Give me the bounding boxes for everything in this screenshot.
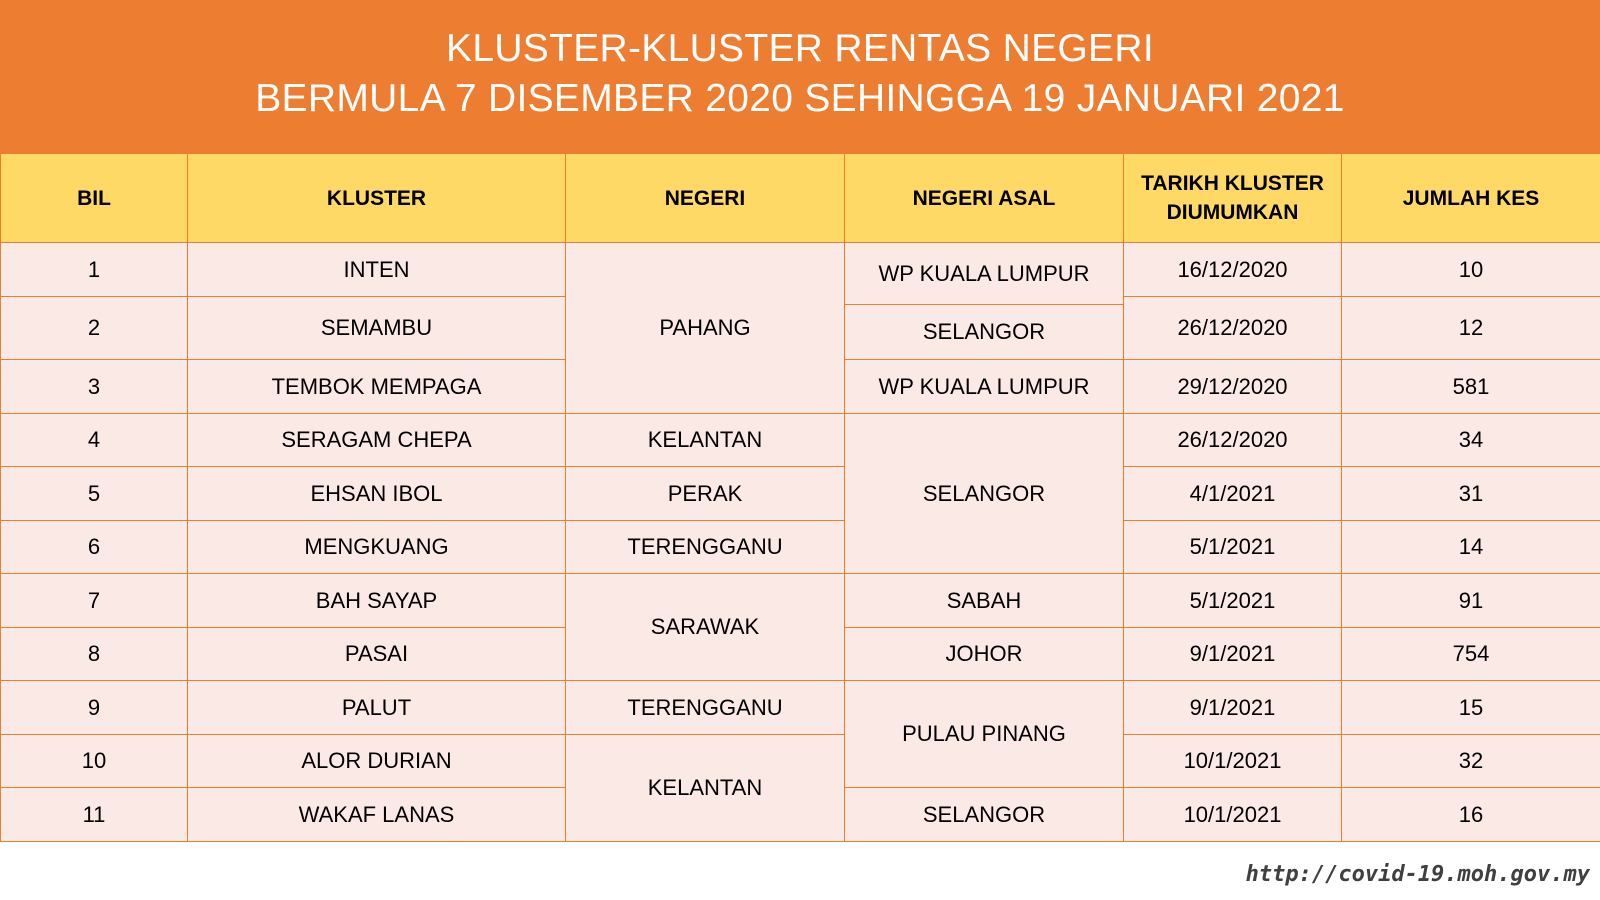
cell-jumlah-kes: 581	[1342, 360, 1600, 414]
column-header-kluster: KLUSTER	[188, 154, 566, 243]
cell-negeri: KELANTAN	[566, 735, 845, 842]
cell-bil: 10	[1, 735, 188, 788]
page-subtitle: BERMULA 7 DISEMBER 2020 SEHINGGA 19 JANUARI 2021	[255, 77, 1345, 120]
cell-tarikh: 29/12/2020	[1124, 360, 1342, 414]
cell-bil: 6	[1, 521, 188, 574]
cell-bil: 1	[1, 243, 188, 297]
cell-bil: 11	[1, 788, 188, 842]
table-row	[1, 681, 1600, 735]
cell-kluster: SERAGAM CHEPA	[188, 414, 566, 467]
cell-negeri-asal: WP KUALA LUMPUR	[845, 243, 1123, 305]
cell-kluster: PASAI	[188, 628, 566, 681]
cell-kluster: SEMAMBU	[188, 297, 566, 360]
source-url: http://covid-19.moh.gov.my	[1245, 862, 1590, 887]
cell-bil: 3	[1, 360, 188, 414]
cell-jumlah-kes: 14	[1342, 521, 1600, 574]
cell-jumlah-kes: 754	[1342, 628, 1600, 681]
page-header	[0, 0, 1600, 153]
cell-tarikh: 10/1/2021	[1124, 735, 1342, 788]
cell-kluster: PALUT	[188, 681, 566, 735]
cell-negeri: KELANTAN	[566, 414, 845, 467]
cell-jumlah-kes: 31	[1342, 467, 1600, 521]
cell-negeri: SARAWAK	[566, 574, 845, 681]
cell-bil: 7	[1, 574, 188, 628]
cell-negeri-asal: SELANGOR	[845, 788, 1124, 842]
column-header-jumlah-kes: JUMLAH KES	[1342, 154, 1600, 243]
clusters-table	[0, 153, 1600, 842]
cell-kluster: MENGKUANG	[188, 521, 566, 574]
cell-bil: 9	[1, 681, 188, 735]
cell-kluster: WAKAF LANAS	[188, 788, 566, 842]
cell-jumlah-kes: 15	[1342, 681, 1600, 735]
cell-negeri-asal: JOHOR	[845, 628, 1124, 681]
cell-kluster: BAH SAYAP	[188, 574, 566, 628]
column-header-tarikh-line2: DIUMUMKAN	[1166, 201, 1299, 224]
column-header-tarikh	[1124, 154, 1342, 243]
table-row	[1, 521, 1600, 574]
cell-tarikh: 4/1/2021	[1124, 467, 1342, 521]
cell-negeri: TERENGGANU	[566, 681, 845, 735]
column-header-negeri-asal: NEGERI ASAL	[845, 154, 1124, 243]
cell-jumlah-kes: 16	[1342, 788, 1600, 842]
cell-tarikh: 5/1/2021	[1124, 574, 1342, 628]
cell-tarikh: 9/1/2021	[1124, 681, 1342, 735]
cell-bil: 8	[1, 628, 188, 681]
cell-kluster: EHSAN IBOL	[188, 467, 566, 521]
table-row	[1, 414, 1600, 467]
table-row	[1, 467, 1600, 521]
cell-negeri: TERENGGANU	[566, 521, 845, 574]
cell-jumlah-kes: 32	[1342, 735, 1600, 788]
column-header-negeri: NEGERI	[566, 154, 845, 243]
cell-negeri-asal-group	[845, 243, 1124, 360]
cell-bil: 5	[1, 467, 188, 521]
cell-tarikh: 26/12/2020	[1124, 297, 1342, 360]
cell-jumlah-kes: 34	[1342, 414, 1600, 467]
cell-tarikh: 9/1/2021	[1124, 628, 1342, 681]
cell-tarikh: 10/1/2021	[1124, 788, 1342, 842]
cell-negeri-asal: SELANGOR	[922, 319, 1046, 344]
cell-bil: 4	[1, 414, 188, 467]
column-header-bil: BIL	[1, 154, 188, 243]
cell-tarikh: 16/12/2020	[1124, 243, 1342, 297]
table-header-row	[1, 154, 1600, 243]
table-row	[1, 243, 1600, 297]
cell-negeri: PERAK	[566, 467, 845, 521]
column-header-tarikh-line1: TARIKH KLUSTER	[1141, 172, 1324, 195]
cell-kluster: TEMBOK MEMPAGA	[188, 360, 566, 414]
cell-negeri-asal: WP KUALA LUMPUR	[845, 360, 1124, 414]
cell-kluster: ALOR DURIAN	[188, 735, 566, 788]
cell-tarikh: 26/12/2020	[1124, 414, 1342, 467]
cell-negeri-asal: SABAH	[845, 574, 1124, 628]
cell-jumlah-kes: 91	[1342, 574, 1600, 628]
cell-jumlah-kes: 10	[1342, 243, 1600, 297]
page-title: KLUSTER-KLUSTER RENTAS NEGERI	[446, 27, 1154, 70]
cell-tarikh: 5/1/2021	[1124, 521, 1342, 574]
cell-kluster: INTEN	[188, 243, 566, 297]
cell-negeri: PAHANG	[566, 243, 845, 414]
cell-negeri-asal: SELANGOR	[845, 414, 1124, 574]
cell-bil: 2	[1, 297, 188, 360]
table-row	[1, 574, 1600, 628]
cell-jumlah-kes: 12	[1342, 297, 1600, 360]
negeri-asal-split	[845, 243, 1123, 359]
cell-negeri-asal: PULAU PINANG	[845, 681, 1124, 788]
table-row	[1, 735, 1600, 788]
